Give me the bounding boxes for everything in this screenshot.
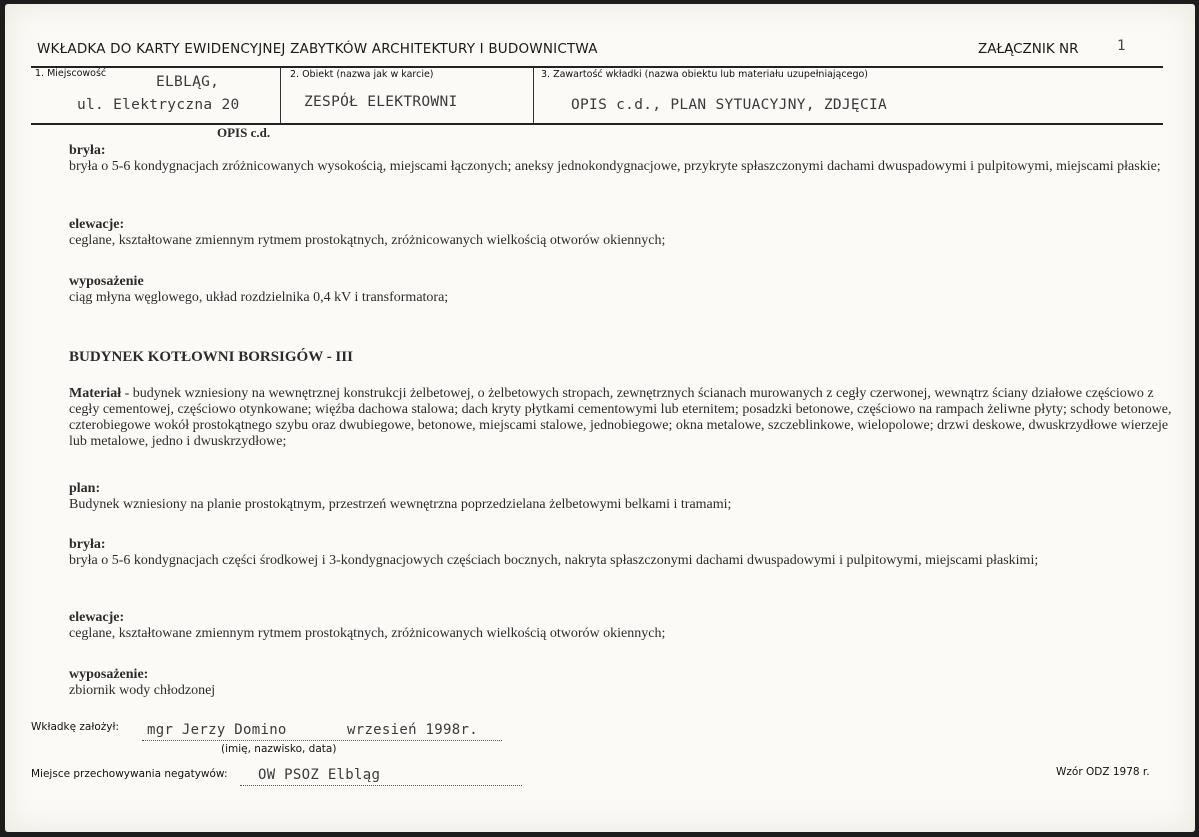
- section-text: ciąg młyna węglowego, układ rozdzielnika 0,4 kV i transformatora;: [69, 290, 449, 305]
- section-wyposazenie-2: [69, 667, 1181, 699]
- form-reference: Wzór ODZ 1978 r.: [1056, 766, 1150, 778]
- section-material: [69, 386, 1181, 450]
- object-value: ZESPÓŁ ELEKTROWNI: [304, 94, 458, 110]
- section-text: zbiornik wody chłodzonej: [69, 683, 216, 698]
- date-value: wrzesień 1998r.: [347, 722, 478, 738]
- section-heading: bryła:: [69, 143, 106, 158]
- contents-value: OPIS c.d., PLAN SYTUACYJNY, ZDJĘCIA: [571, 97, 888, 113]
- record-card: [5, 4, 1195, 832]
- form-title: WKŁADKA DO KARTY EWIDENCYJNEJ ZABYTKÓW ARCHITEKTURY I BUDOWNICTWA: [37, 41, 598, 57]
- author-caption: (imię, nazwisko, data): [221, 743, 337, 755]
- building-heading: BUDYNEK KOTŁOWNI BORSIGÓW - III: [69, 349, 353, 365]
- author-value: mgr Jerzy Domino: [147, 722, 287, 738]
- annex-number: 1: [1117, 38, 1126, 54]
- field-divider-1: [280, 67, 281, 123]
- author-label: Wkładkę założył:: [31, 721, 120, 733]
- section-elewacje-1: [69, 217, 1181, 249]
- field-divider-2: [533, 67, 534, 123]
- locality-label: 1. Miejscowość: [35, 68, 107, 79]
- section-wyposazenie-1: [69, 274, 1181, 306]
- section-text: bryła o 5-6 kondygnacjach zróżnicowanych wysokością, miejscami łączonych; aneksy jednokondygnacjowe, przykryte spłaszczonymi dachami dwuspadowymi i pulpitowymi, miejscami płaskie;: [69, 159, 1161, 174]
- section-text: Budynek wzniesiony na planie prostokątnym, przestrzeń wewnętrzna poprzedzielana żelbetowymi belkami i tramami;: [69, 497, 732, 512]
- negatives-label: Miejsce przechowywania negatywów:: [31, 768, 228, 780]
- header-rule-bottom: [31, 123, 1163, 125]
- section-heading: wyposażenie: [69, 274, 144, 289]
- section-heading: wyposażenie:: [69, 667, 149, 682]
- opis-heading: OPIS c.d.: [217, 125, 271, 140]
- section-bryla-2: [69, 537, 1181, 569]
- section-plan: [69, 481, 1181, 513]
- section-text: bryła o 5-6 kondygnacjach części środkowej i 3-kondygnacjowych częściach bocznych, nakryta spłaszczonymi dachami dwuspadowymi i pulpitowymi, miejscami płaskimi;: [69, 553, 1039, 568]
- section-heading: elewacje:: [69, 217, 125, 232]
- section-heading: plan:: [69, 481, 101, 496]
- locality-value-line1: ELBLĄG,: [156, 74, 220, 90]
- locality-value-line2: ul. Elektryczna 20: [77, 97, 240, 113]
- section-heading: bryła:: [69, 537, 106, 552]
- section-text: ceglane, kształtowane zmiennym rytmem prostokątnych, zróżnicowanych wielkością otworów okiennych;: [69, 233, 666, 248]
- section-heading: elewacje:: [69, 610, 125, 625]
- object-label: 2. Obiekt (nazwa jak w karcie): [290, 69, 434, 80]
- contents-label: 3. Zawartość wkładki (nazwa obiektu lub materiału uzupełniającego): [541, 69, 868, 80]
- section-text: ceglane, kształtowane zmiennym rytmem prostokątnych, zróżnicowanych wielkością otworów okiennych;: [69, 626, 666, 641]
- material-heading: Materiał: [69, 386, 122, 401]
- annex-label: ZAŁĄCZNIK NR: [978, 41, 1079, 57]
- section-elewacje-2: [69, 610, 1181, 642]
- negatives-value: OW PSOZ Elbląg: [258, 767, 381, 783]
- material-text: - budynek wzniesiony na wewnętrznej konstrukcji żelbetowej, o żelbetowych stropach, zewnętrznych ścianach murowanych z cegły czerwonej, wewnątrz ściany działowe częściowo z cegły cementowej, częściowo otynkowane; więźba dachowa stalowa; dach kryty płytkami cementowymi lub eternitem; posadzki betonowe, częściowo na rampach żeliwne płyty; schody betonowe, czterobiegowe wokół prostokątnego szybu oraz dwubiegowe, betonowe, miejscami stalowe, jednobiegowe; okna metalowe, szczeblinkowe, wielopolowe; drzwi deskowe, dwuskrzydłowe wierzeje lub metalowe, jedno i dwuskrzydłowe;: [69, 386, 1172, 449]
- section-bryla-1: [69, 143, 1181, 175]
- header-rule-top: [31, 66, 1163, 68]
